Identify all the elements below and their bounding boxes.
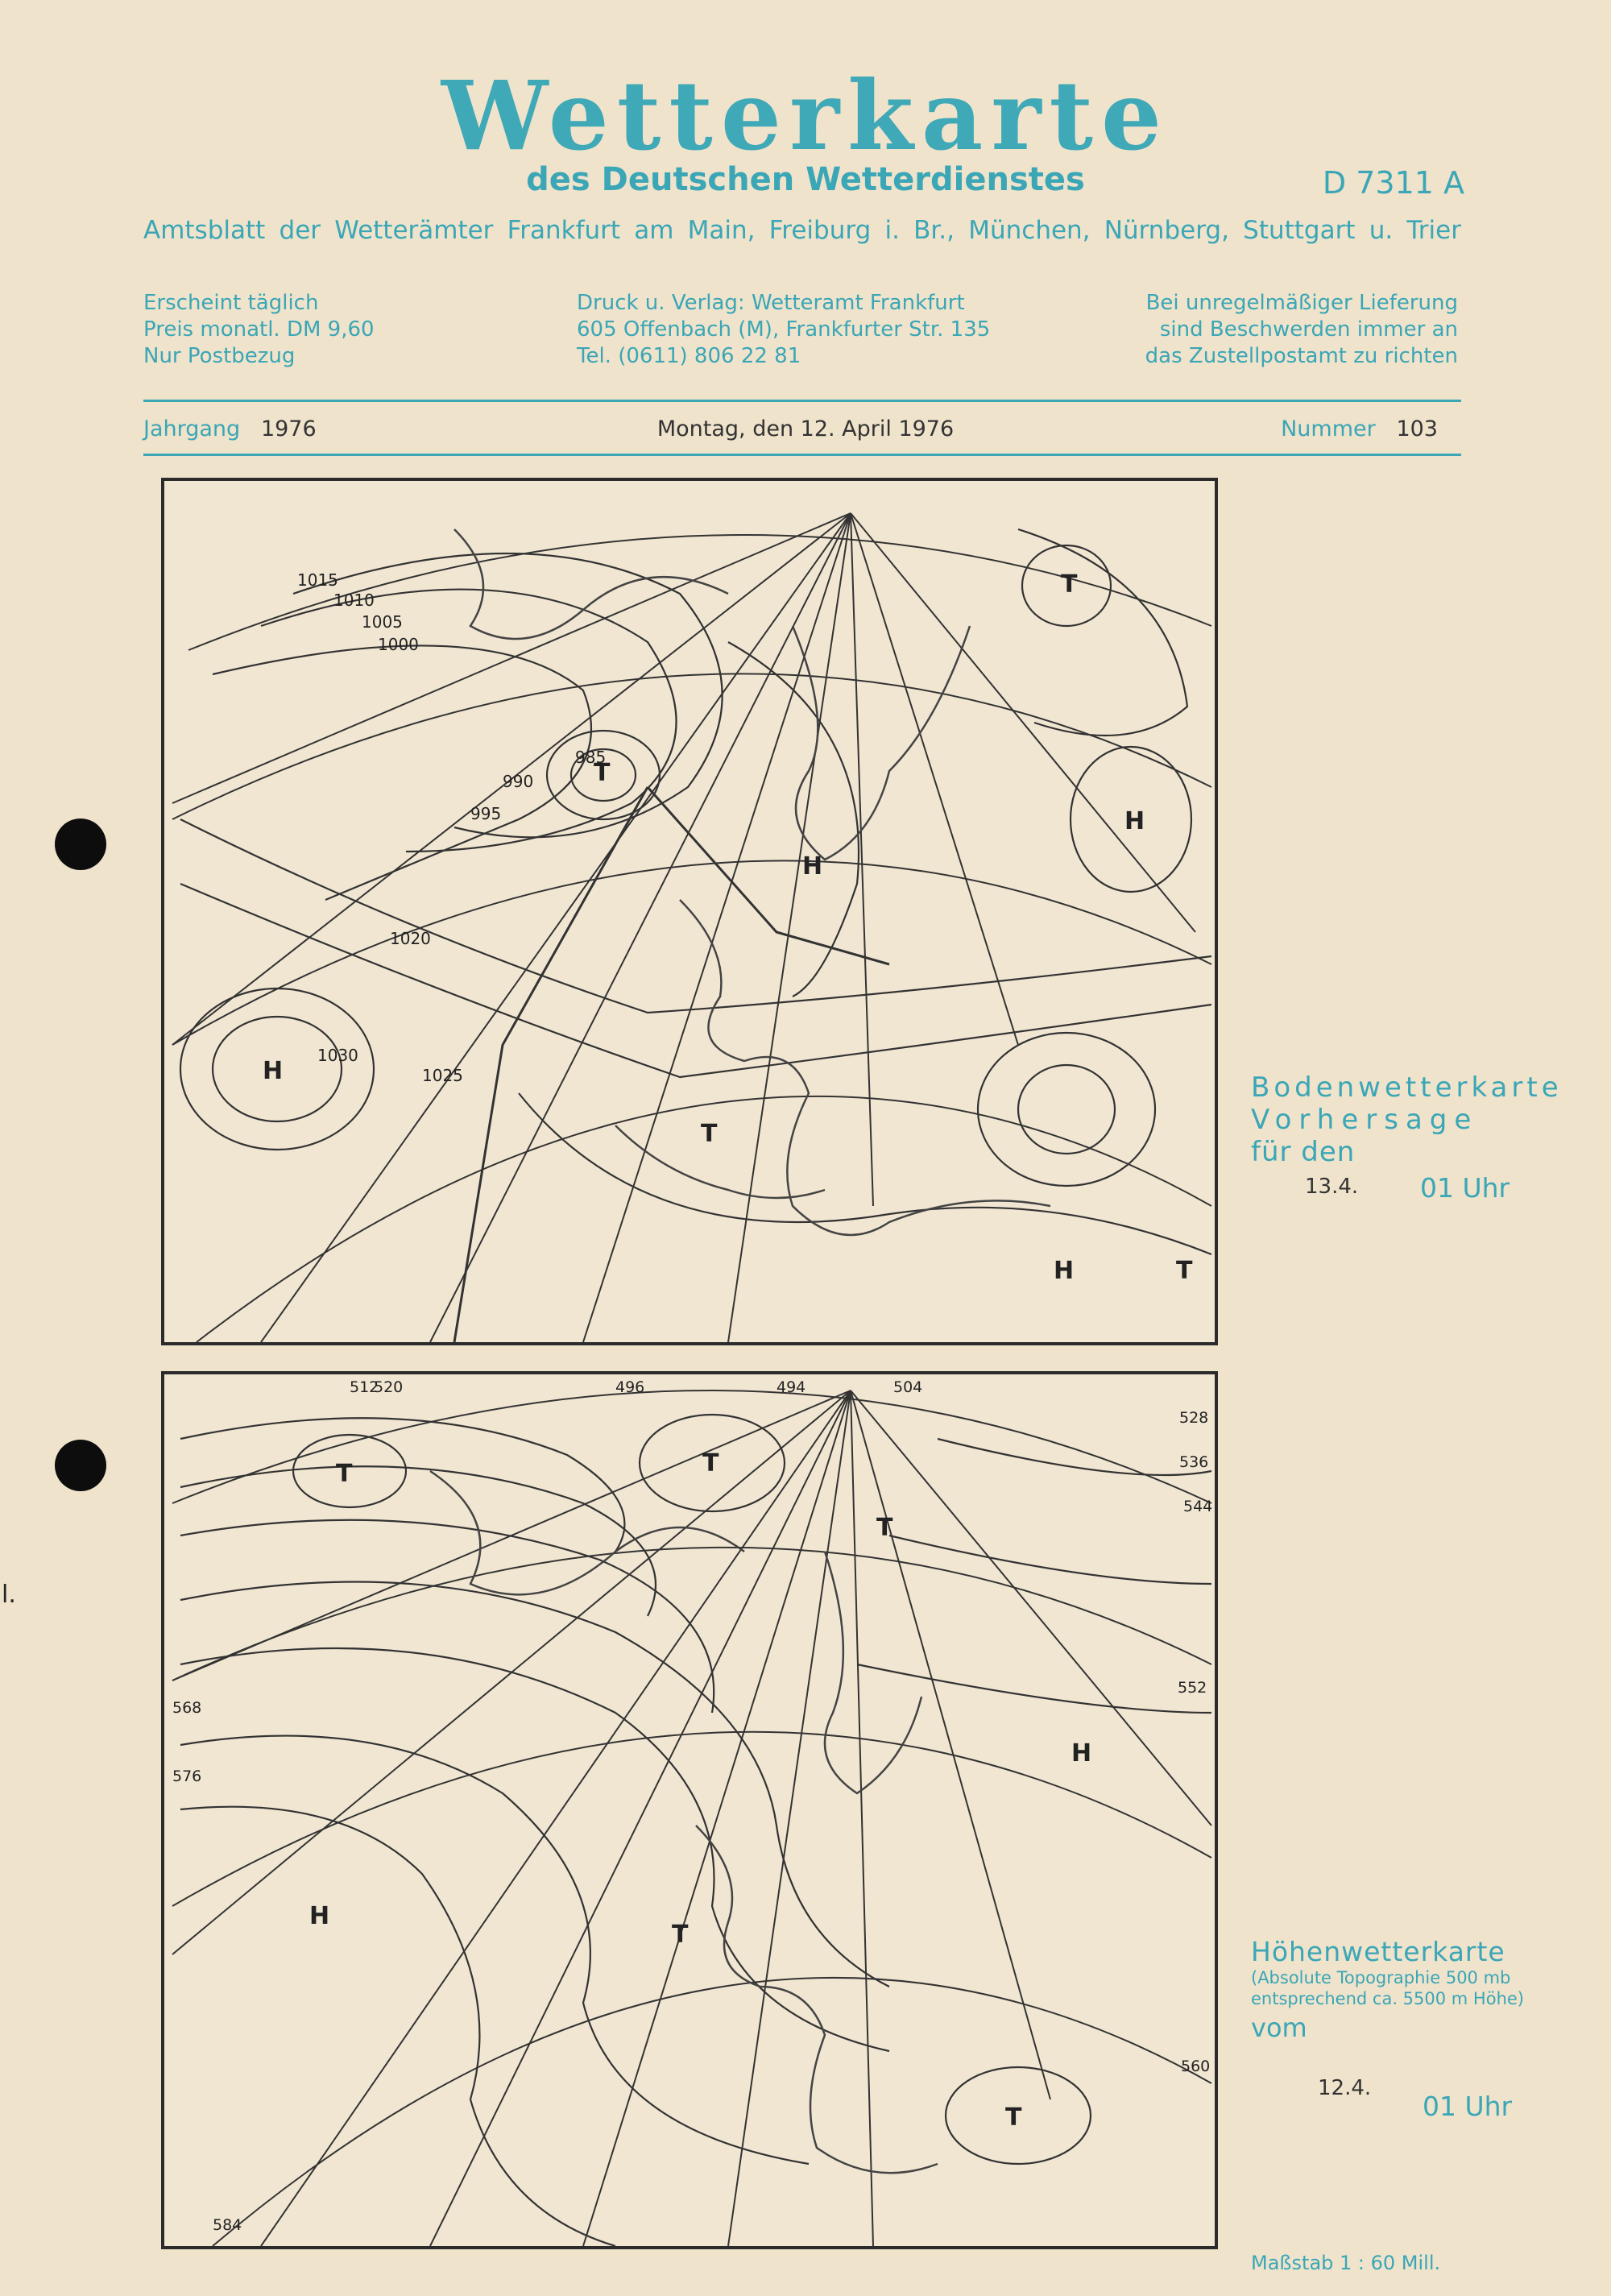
isobar-label: 1015: [297, 570, 338, 590]
info-line: Erscheint täglich: [143, 291, 319, 315]
low-pressure-symbol: T: [876, 1514, 893, 1542]
contour-label: 520: [374, 1378, 404, 1396]
publication-info: [143, 290, 375, 370]
low-pressure-symbol: T: [702, 1449, 719, 1477]
info-line: sind Beschwerden immer an: [1159, 317, 1458, 342]
map-scale: Maßstab 1 : 60 Mill.: [1251, 2252, 1441, 2274]
high-pressure-symbol: H: [309, 1902, 330, 1930]
nummer-value: 103: [1396, 417, 1438, 441]
isobar-line: [180, 819, 1211, 1013]
contour-label: 494: [777, 1378, 806, 1396]
coastline-iberia: [615, 1125, 825, 1198]
high-pressure-symbol: H: [802, 852, 823, 881]
upper-air-map-time: 01 Uhr: [1423, 2091, 1513, 2122]
meridian-line: [728, 1390, 851, 2246]
punch-hole: [55, 819, 106, 870]
isobar-label: 1005: [362, 612, 403, 632]
low-pressure-symbol: T: [672, 1921, 689, 1949]
caption-from: vom: [1251, 2012, 1307, 2043]
parallel-line: [213, 1978, 1211, 2246]
info-line: 605 Offenbach (M), Frankfurter Str. 135: [577, 317, 991, 342]
high-pressure-symbol: H: [1071, 1739, 1092, 1768]
caption-title: Höhenwetterkarte: [1251, 1936, 1505, 1967]
caption-description-line: entsprechend ca. 5500 m Höhe): [1251, 1989, 1524, 2008]
contour-label: 528: [1179, 1409, 1209, 1427]
isobar-label: 1000: [378, 635, 419, 654]
isobar-label: 990: [503, 772, 534, 791]
height-contour: [180, 1736, 809, 2164]
isobar-label: 985: [575, 748, 607, 767]
surface-map-drawing: [164, 481, 1215, 1342]
meridian-line: [430, 1390, 851, 2246]
coastline-greenland: [454, 529, 728, 639]
header-rule-top: [143, 400, 1461, 402]
info-line: Nur Postbezug: [143, 344, 296, 368]
caption-description: [1251, 1967, 1524, 2009]
masthead-subtitle: des Deutschen Wetterdienstes: [526, 161, 1085, 198]
surface-map-caption: [1251, 1071, 1563, 1168]
isobar-label: 1010: [333, 591, 375, 610]
height-contour: [938, 1439, 1211, 1475]
low-pressure-symbol: T: [1061, 570, 1078, 599]
low-pressure-symbol: T: [1176, 1257, 1193, 1285]
upper-air-map: [161, 1371, 1218, 2249]
warm-front: [648, 787, 889, 964]
height-contour: [180, 1520, 714, 1713]
nummer: [1281, 417, 1438, 441]
margin-mark: l.: [2, 1581, 16, 1609]
contour-label: 584: [213, 2216, 242, 2234]
height-contour: [180, 1466, 656, 1616]
low-isobar: [978, 1033, 1155, 1186]
coastline-scandinavia: [793, 626, 970, 860]
contour-label: 536: [1179, 1453, 1209, 1471]
document-code: D 7311 A: [1322, 165, 1464, 201]
low-pressure-symbol: T: [336, 1460, 353, 1488]
surface-map-date: 13.4.: [1305, 1175, 1359, 1199]
jahrgang-value: 1976: [260, 417, 317, 441]
header-rule-bottom: [143, 454, 1461, 456]
low-pressure-symbol: T: [594, 759, 611, 787]
meridian-line: [851, 513, 873, 1206]
punch-hole: [55, 1440, 106, 1491]
caption-for: für den: [1251, 1136, 1356, 1168]
info-line: Druck u. Verlag: Wetteramt Frankfurt: [577, 291, 965, 315]
height-contour: [180, 1582, 889, 1987]
info-line: Tel. (0611) 806 22 81: [577, 344, 801, 368]
cold-front: [454, 787, 648, 1342]
upper-air-map-date: 12.4.: [1318, 2076, 1372, 2100]
caption-subtitle: Vorhersage: [1251, 1104, 1479, 1136]
low-pressure-symbol: T: [701, 1120, 718, 1148]
isobar-label: 1020: [390, 929, 431, 948]
isobar-line: [1018, 529, 1187, 736]
parallel-line: [172, 1390, 1211, 1503]
meridian-line: [583, 513, 851, 1342]
caption-title: Bodenwetterkarte: [1251, 1071, 1563, 1104]
contour-label: 560: [1181, 2058, 1211, 2075]
meridian-line: [728, 513, 851, 1342]
info-line: Preis monatl. DM 9,60: [143, 317, 375, 342]
contour-label: 544: [1183, 1498, 1213, 1515]
info-line: das Zustellpostamt zu richten: [1145, 344, 1458, 368]
height-contour: [857, 1664, 1211, 1713]
delivery-info: [1145, 290, 1458, 370]
masthead-title: Wetterkarte: [441, 60, 1170, 172]
high-pressure-symbol: H: [263, 1057, 284, 1085]
caption-description-line: (Absolute Topographie 500 mb: [1251, 1968, 1511, 1987]
high-pressure-symbol: H: [1054, 1257, 1075, 1285]
isobar-line: [519, 1093, 1211, 1254]
parallel-line: [172, 673, 1211, 819]
meridian-line: [851, 1390, 1211, 1826]
jahrgang-label: Jahrgang: [143, 417, 241, 441]
contour-label: 552: [1178, 1679, 1207, 1697]
high-pressure-symbol: H: [1124, 807, 1145, 835]
meridian-line: [851, 1390, 1050, 2099]
nummer-label: Nummer: [1281, 417, 1376, 441]
contour-label: 512: [350, 1378, 379, 1396]
issue-date: Montag, den 12. April 1976: [656, 417, 955, 441]
meridian-line: [261, 513, 851, 1342]
contour-label: 496: [615, 1378, 645, 1396]
upper-air-map-drawing: [164, 1374, 1215, 2246]
isobar-label: 1025: [422, 1066, 463, 1085]
isobar-label: 995: [470, 804, 502, 823]
amtsblatt-line: Amtsblatt der Wetterämter Frankfurt am Main, Freiburg i. Br., München, Nürnberg, Stuttgart u. Trier: [143, 216, 1461, 245]
isobar-line: [728, 642, 859, 997]
low-pressure-symbol: T: [1005, 2103, 1022, 2132]
surface-weather-map: [161, 478, 1218, 1345]
meridian-line: [172, 513, 851, 803]
meridian-line: [851, 513, 1018, 1045]
contour-label: 576: [172, 1768, 202, 1785]
contour-label: 568: [172, 1699, 202, 1717]
height-contour: [180, 1807, 615, 2246]
contour-label: 504: [893, 1378, 923, 1396]
height-contour: [889, 1536, 1211, 1584]
info-line: Bei unregelmäßiger Lieferung: [1145, 291, 1458, 315]
publisher-info: [577, 290, 990, 370]
meridian-line: [851, 1390, 873, 2246]
isobar-label: 1030: [317, 1046, 358, 1065]
upper-air-map-caption: [1251, 1936, 1524, 2043]
surface-map-time: 01 Uhr: [1420, 1172, 1510, 1204]
coastline-europe: [696, 1826, 938, 2173]
